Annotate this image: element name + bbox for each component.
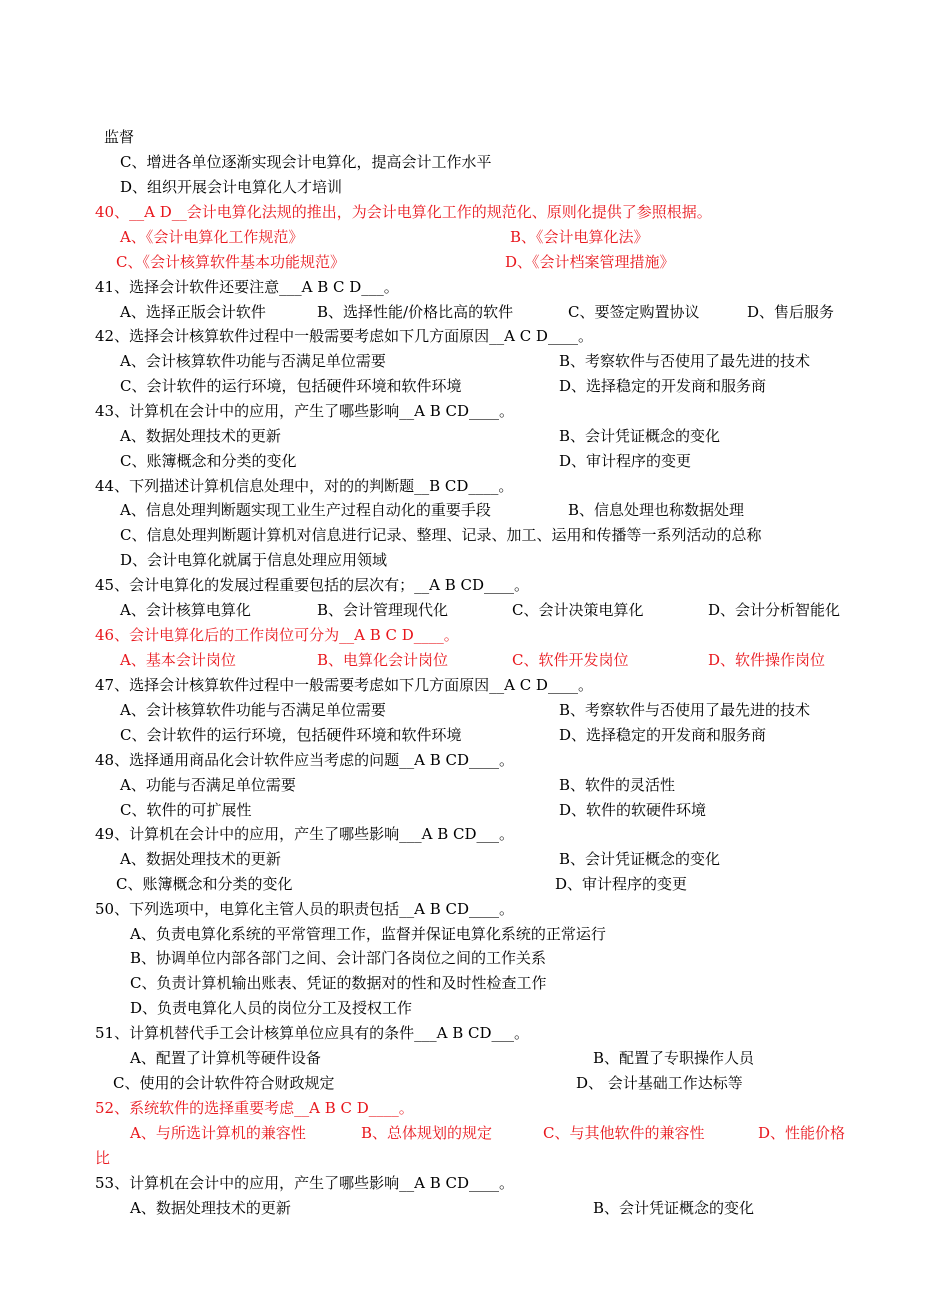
text-line-38-col-2: B、配置了专职操作人员	[593, 1049, 755, 1067]
text-line-27-col-2: B、软件的灵活性	[559, 776, 676, 794]
text-line-25-col-2: D、选择稳定的开发商和服务商	[559, 726, 767, 744]
text-line-33: A、负责电算化系统的平常管理工作，监督并保证电算化系统的正常运行	[130, 925, 606, 943]
text-line-30-col-1: A、数据处理技术的更新	[120, 850, 281, 868]
text-line-13-col-1: A、数据处理技术的更新	[120, 427, 281, 445]
text-line-2: C、增进各单位逐渐实现会计电算化，提高会计工作水平	[120, 153, 492, 171]
text-line-8-col-1: A、选择正版会计软件	[120, 303, 266, 321]
text-line-5-col-1: A、《会计电算化工作规范》	[120, 228, 304, 246]
text-line-36: D、负责电算化人员的岗位分工及授权工作	[130, 999, 413, 1017]
text-line-22-col-2: B、电算化会计岗位	[317, 651, 449, 669]
text-line-26: 48、选择通用商品化会计软件应当考虑的问题__A B CD____。	[95, 751, 514, 769]
text-line-8-col-4: D、售后服务	[747, 303, 835, 321]
text-line-14-col-1: C、账簿概念和分类的变化	[120, 452, 297, 470]
text-line-32: 50、下列选项中，电算化主管人员的职责包括__A B CD____。	[95, 900, 514, 918]
text-line-20-col-2: B、会计管理现代化	[317, 601, 449, 619]
text-line-34: B、协调单位内部各部门之间、会计部门各岗位之间的工作关系	[130, 949, 547, 967]
text-line-14-col-2: D、审计程序的变更	[559, 452, 692, 470]
text-line-8-col-3: C、要签定购置协议	[568, 303, 700, 321]
text-line-18: D、会计电算化就属于信息处理应用领域	[120, 551, 388, 569]
text-line-23: 47、选择会计核算软件过程中一般需要考虑如下几方面原因__A C D____。	[95, 676, 593, 694]
text-line-17: C、信息处理判断题计算机对信息进行记录、整理、记录、加工、运用和传播等一系列活动的总称	[120, 526, 762, 544]
text-line-44-col-1: A、数据处理技术的更新	[130, 1199, 291, 1217]
text-line-22-col-3: C、软件开发岗位	[512, 651, 629, 669]
text-line-28-col-1: C、软件的可扩展性	[120, 801, 252, 819]
text-line-11-col-2: D、选择稳定的开发商和服务商	[559, 377, 767, 395]
text-line-8-col-2: B、选择性能/价格比高的软件	[317, 303, 514, 321]
text-line-1: 监督	[104, 128, 135, 146]
text-line-5-col-2: B、《会计电算化法》	[510, 228, 649, 246]
text-line-21: 46、会计电算化后的工作岗位可分为__A B C D____。	[95, 626, 459, 644]
text-line-31-col-1: C、账簿概念和分类的变化	[116, 875, 293, 893]
text-line-9: 42、选择会计核算软件过程中一般需要考虑如下几方面原因__A C D____。	[95, 327, 593, 345]
text-line-39-col-1: C、使用的会计软件符合财政规定	[113, 1074, 335, 1092]
text-line-6-col-2: D、《会计档案管理措施》	[505, 253, 675, 271]
text-line-15: 44、下列描述计算机信息处理中，对的的判断题__B CD____。	[95, 477, 514, 495]
text-line-10-col-2: B、考察软件与否使用了最先进的技术	[559, 352, 811, 370]
text-line-29: 49、计算机在会计中的应用，产生了哪些影响___A B CD___。	[95, 825, 514, 843]
text-line-39-col-2: D、 会计基础工作达标等	[576, 1074, 743, 1092]
text-line-20-col-3: C、会计决策电算化	[512, 601, 644, 619]
text-line-3: D、组织开展会计电算化人才培训	[120, 178, 343, 196]
text-line-28-col-2: D、软件的软硬件环境	[559, 801, 707, 819]
text-line-41-col-2: B、总体规划的规定	[361, 1124, 493, 1142]
text-line-40: 52、系统软件的选择重要考虑__A B C D____。	[95, 1099, 414, 1117]
text-line-12: 43、计算机在会计中的应用，产生了哪些影响__A B CD____。	[95, 402, 514, 420]
text-line-24-col-2: B、考察软件与否使用了最先进的技术	[559, 701, 811, 719]
text-line-44-col-2: B、会计凭证概念的变化	[593, 1199, 755, 1217]
text-line-27-col-1: A、功能与否满足单位需要	[120, 776, 296, 794]
text-line-6-col-1: C、《会计核算软件基本功能规范》	[116, 253, 345, 271]
text-line-42: 比	[95, 1149, 111, 1167]
text-line-10-col-1: A、会计核算软件功能与否满足单位需要	[120, 352, 386, 370]
text-line-13-col-2: B、会计凭证概念的变化	[559, 427, 721, 445]
text-line-38-col-1: A、配置了计算机等硬件设备	[130, 1049, 321, 1067]
text-line-30-col-2: B、会计凭证概念的变化	[559, 850, 721, 868]
text-line-22-col-4: D、软件操作岗位	[708, 651, 826, 669]
text-line-11-col-1: C、会计软件的运行环境，包括硬件环境和软件环境	[120, 377, 462, 395]
text-line-7: 41、选择会计软件还要注意___A B C D___。	[95, 278, 399, 296]
text-line-16-col-2: B、信息处理也称数据处理	[568, 501, 745, 519]
text-line-16-col-1: A、信息处理判断题实现工业生产过程自动化的重要手段	[120, 501, 491, 519]
text-line-4: 40、__A D__会计电算化法规的推出，为会计电算化工作的规范化、原则化提供了参照根据。	[95, 203, 712, 221]
text-line-41-col-4: D、性能价格	[758, 1124, 846, 1142]
text-line-37: 51、计算机替代手工会计核算单位应具有的条件___A B CD___。	[95, 1024, 529, 1042]
text-line-20-col-1: A、会计核算电算化	[120, 601, 251, 619]
text-line-19: 45、会计电算化的发展过程重要包括的层次有；__A B CD____。	[95, 576, 529, 594]
text-line-22-col-1: A、基本会计岗位	[120, 651, 236, 669]
text-line-25-col-1: C、会计软件的运行环境，包括硬件环境和软件环境	[120, 726, 462, 744]
text-line-31-col-2: D、审计程序的变更	[555, 875, 688, 893]
text-line-24-col-1: A、会计核算软件功能与否满足单位需要	[120, 701, 386, 719]
text-line-20-col-4: D、会计分析智能化	[708, 601, 841, 619]
text-line-35: C、负责计算机输出账表、凭证的数据对的性和及时性检查工作	[130, 974, 547, 992]
text-line-43: 53、计算机在会计中的应用，产生了哪些影响__A B CD____。	[95, 1174, 514, 1192]
text-line-41-col-3: C、与其他软件的兼容性	[543, 1124, 705, 1142]
text-line-41-col-1: A、与所选计算机的兼容性	[130, 1124, 306, 1142]
